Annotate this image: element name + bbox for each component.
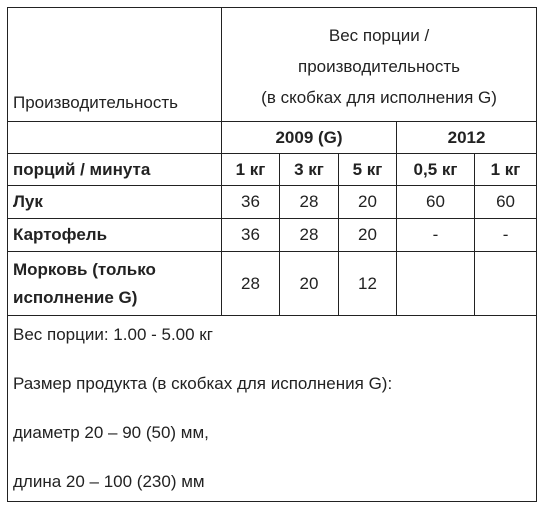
value-cell: 36 xyxy=(222,219,280,252)
value-cell: - xyxy=(397,219,475,252)
table-row xyxy=(8,252,537,316)
header-right-line-2: производительность xyxy=(298,57,461,76)
notes-row xyxy=(8,316,537,502)
header-right-line-3: (в скобках для исполнения G) xyxy=(261,88,497,107)
spec-table xyxy=(7,7,537,502)
unit-row xyxy=(8,154,537,186)
value-cell: 28 xyxy=(280,219,339,252)
note-portion-weight: Вес порции: 1.00 - 5.00 кг xyxy=(13,325,213,344)
note-diameter: диаметр 20 – 90 (50) мм, xyxy=(13,423,209,442)
unit-label-cell: порций / минута xyxy=(8,154,222,186)
value-cell: - xyxy=(475,219,537,252)
year-row xyxy=(8,122,537,154)
table-row xyxy=(8,219,537,252)
weight-cell: 1 кг xyxy=(475,154,537,186)
value-cell: 60 xyxy=(397,186,475,219)
header-left-cell: Производительность xyxy=(8,8,222,122)
value-cell: 20 xyxy=(280,252,339,316)
value-cell: 28 xyxy=(280,186,339,219)
row-name-cell: Лук xyxy=(8,186,222,219)
note-product-size: Размер продукта (в скобках для исполнения G): xyxy=(13,374,393,393)
row-name-cell: Картофель xyxy=(8,219,222,252)
notes-cell xyxy=(8,316,537,502)
value-cell: 36 xyxy=(222,186,280,219)
value-cell: 28 xyxy=(222,252,280,316)
note-length: длина 20 – 100 (230) мм xyxy=(13,472,205,491)
value-cell: 12 xyxy=(339,252,397,316)
value-cell xyxy=(475,252,537,316)
value-cell: 60 xyxy=(475,186,537,219)
value-cell: 20 xyxy=(339,219,397,252)
header-right-line-1: Вес порции / xyxy=(328,26,430,45)
year-2012-cell: 2012 xyxy=(397,122,537,154)
row-name-cell: Морковь (только исполнение G) xyxy=(8,252,222,316)
value-cell xyxy=(397,252,475,316)
value-cell: 20 xyxy=(339,186,397,219)
header-row xyxy=(8,8,537,122)
weight-cell: 1 кг xyxy=(222,154,280,186)
weight-cell: 0,5 кг xyxy=(397,154,475,186)
spec-table-container xyxy=(7,7,536,502)
table-row xyxy=(8,186,537,219)
weight-cell: 3 кг xyxy=(280,154,339,186)
year-2009-cell: 2009 (G) xyxy=(222,122,397,154)
year-row-empty-cell xyxy=(8,122,222,154)
weight-cell: 5 кг xyxy=(339,154,397,186)
header-right-cell xyxy=(222,8,537,122)
